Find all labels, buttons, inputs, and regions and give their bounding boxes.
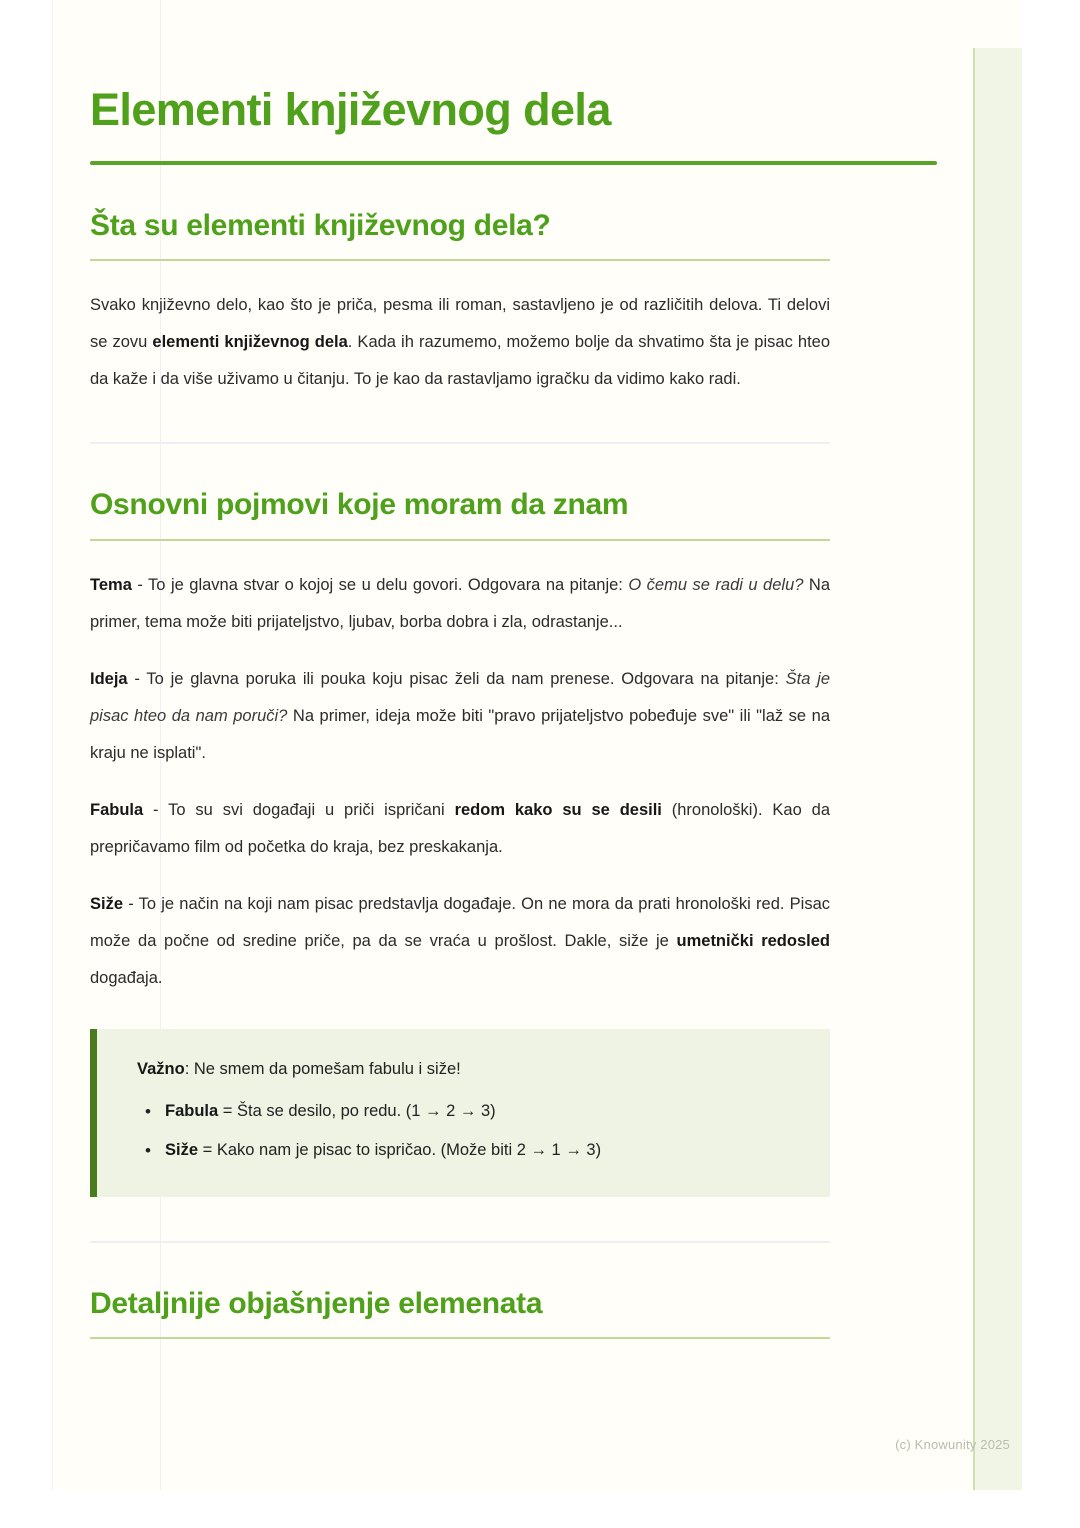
term-size: Siže	[90, 894, 124, 913]
tema-italic-question: O čemu se radi u delu?	[628, 575, 804, 594]
size-bold-phrase: umetnički redosled	[676, 931, 830, 950]
list-item	[165, 1085, 804, 1124]
paragraph-fabula	[90, 772, 830, 866]
intro-text-part2: . Kada ih razumemo, možemo bolje da shvatimo šta je pisac hteo da kaže i da više uživamo u čitanju. To je kao da rastavljamo igračku da vidimo kako radi.	[90, 333, 831, 389]
margin-rule-left	[52, 0, 53, 1490]
paragraph-ideja	[90, 641, 830, 772]
fabula-text-part1: - To su svi događaji u priči ispričani	[143, 800, 455, 819]
intro-bold-term: elementi književnog dela	[152, 333, 348, 352]
footer-credit: (c) Knowunity 2025	[895, 1437, 1010, 1452]
ideja-text-part2: Na primer, ideja može biti "pravo prijateljstvo pobeđuje sve" ili "laž se na kraju ne isplati".	[90, 706, 830, 762]
size-text-part2: događaja.	[90, 968, 163, 987]
important-callout	[90, 1029, 830, 1197]
callout-item-text-0: = Šta se desilo, po redu. (1 → 2 → 3)	[218, 1102, 496, 1121]
tema-text-part2: Na primer, tema može biti prijateljstvo, ljubav, borba dobra i zla, odrastanje...	[90, 575, 830, 631]
page-title: Elementi književnog dela	[90, 84, 611, 135]
section-heading-pojmovi: Osnovni pojmovi koje moram da znam	[90, 488, 629, 522]
callout-lead	[137, 1057, 804, 1082]
term-fabula: Fabula	[90, 800, 144, 819]
ideja-italic-question: Šta je pisac hteo da nam poruči?	[90, 669, 830, 725]
document-page	[52, 0, 1022, 1490]
tema-text-part1: - To je glavna stvar o kojoj se u delu govori. Odgovara na pitanje:	[131, 575, 629, 594]
size-text-part1: - To je način na koji nam pisac predstavlja događaje. On ne mora da prati hronološki red. Pisac može da počne od sredine priče, pa da se vraća u prošlost. Dakle, siže je	[90, 894, 830, 950]
paragraph-intro	[90, 261, 830, 398]
list-item	[165, 1124, 804, 1163]
callout-item-term-0: Fabula	[165, 1102, 219, 1121]
fabula-bold-phrase: redom kako su se desili	[454, 800, 662, 819]
section-heading-intro: Šta su elementi književnog dela?	[90, 208, 551, 242]
callout-lead-term: Važno	[137, 1059, 185, 1078]
ideja-text-part1: - To je glavna poruka ili pouka koju pisac želi da nam prenese. Odgovara na pitanje:	[127, 669, 786, 688]
term-tema: Tema	[90, 575, 132, 594]
callout-item-term-1: Siže	[165, 1141, 199, 1160]
callout-list	[137, 1085, 804, 1163]
paragraph-size	[90, 866, 830, 997]
term-ideja: Ideja	[90, 669, 128, 688]
right-margin-strip	[974, 48, 1022, 1490]
document-content	[90, 0, 880, 1339]
section-heading-detaljnije: Detaljnije objašnjenje elemenata	[90, 1286, 543, 1320]
fabula-text-part2: (hronološki). Kao da prepričavamo film od početka do kraja, bez preskakanja.	[90, 800, 830, 856]
section-underline-detaljnije	[90, 1337, 830, 1339]
right-margin-line	[973, 48, 975, 1490]
callout-item-text-1: = Kako nam je pisac to ispričao. (Može biti 2 → 1 → 3)	[198, 1141, 602, 1160]
callout-lead-text: : Ne smem da pomešam fabulu i siže!	[184, 1059, 461, 1078]
intro-text-part1: Svako književno delo, kao što je priča, pesma ili roman, sastavljeno je od različitih delova. Ti delovi se zovu	[90, 296, 830, 352]
paragraph-tema	[90, 541, 830, 641]
